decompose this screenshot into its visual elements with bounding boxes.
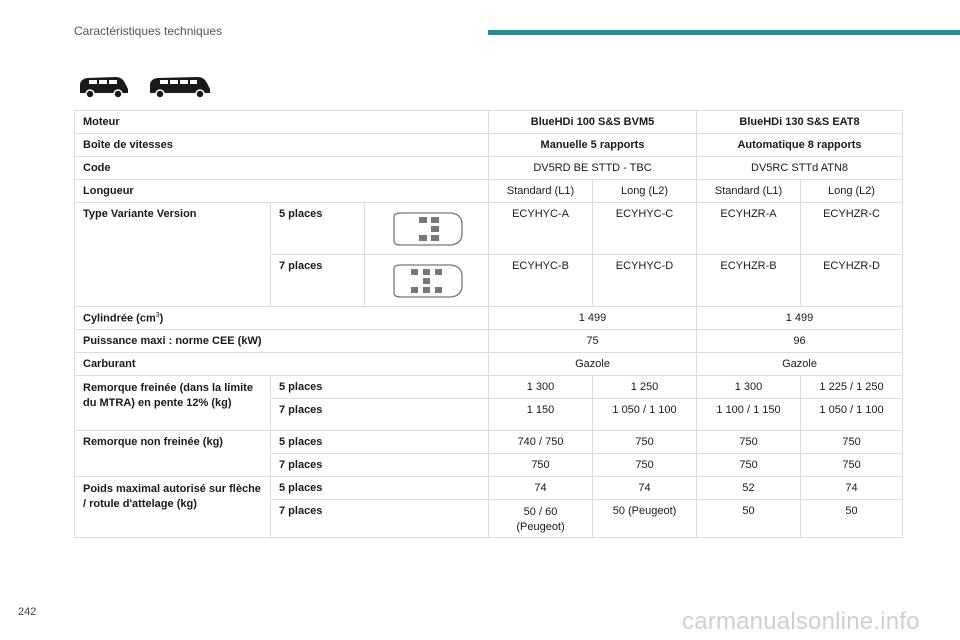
cell: 750 [801,454,903,477]
table-row [75,477,903,500]
cell: 1 050 / 1 100 [593,399,697,431]
row-label: Code [75,157,489,180]
row-label: Poids maximal autorisé sur flèche / rotule d'attelage (kg) [75,477,271,538]
cell: 50 (Peugeot) [593,500,697,538]
cell: 75 [489,330,697,353]
cell: Automatique 8 rapports [697,134,903,157]
van-l2-icon [150,77,210,98]
cell: 750 [593,454,697,477]
cell: DV5RD BE STTD - TBC [489,157,697,180]
places-label: 7 places [271,454,489,477]
cell: 750 [593,431,697,454]
cell: 1 150 [489,399,593,431]
cell: 74 [801,477,903,500]
cell: 50 / 60 (Peugeot) [489,500,593,538]
cell: 1 300 [489,376,593,399]
table-row [75,180,903,203]
places-label: 5 places [271,431,489,454]
row-label: Remorque freinée (dans la limite du MTRA) en pente 12% (kg) [75,376,271,431]
cell: Manuelle 5 rapports [489,134,697,157]
places-label: 7 places [271,500,489,538]
cell: 740 / 750 [489,431,593,454]
cell: ECYHYC-C [593,203,697,255]
row-label: Moteur [75,111,489,134]
vehicle-silhouettes [78,72,218,102]
table-row [75,307,903,330]
places-label: 5 places [271,376,489,399]
table-row [75,353,903,376]
cell: 74 [489,477,593,500]
table-row [75,376,903,399]
table-row [75,111,903,134]
section-title: Caractéristiques techniques [74,24,223,38]
row-label: Type Variante Version [75,203,271,307]
table-row [75,330,903,353]
cell: Long (L2) [801,180,903,203]
cell: 50 [697,500,801,538]
spec-table [74,110,903,538]
cell: 1 100 / 1 150 [697,399,801,431]
table-row [75,134,903,157]
cell: DV5RC STTd ATN8 [697,157,903,180]
cell: ECYHYC-A [489,203,593,255]
row-label: Boîte de vitesses [75,134,489,157]
cell: 74 [593,477,697,500]
cell: ECYHYC-B [489,255,593,307]
cell: 750 [697,431,801,454]
cell: 1 499 [489,307,697,330]
cell: Gazole [697,353,903,376]
watermark-text: carmanualsonline.info [682,608,920,635]
row-label: Remorque non freinée (kg) [75,431,271,477]
cell: 750 [489,454,593,477]
van-l1-icon [80,77,128,98]
cell: ECYHZR-B [697,255,801,307]
row-label: Longueur [75,180,489,203]
seating-7-icon [365,255,489,307]
table-row [75,157,903,180]
page-number: 242 [18,606,37,618]
places-label: 5 places [271,203,365,255]
cell: ECYHZR-A [697,203,801,255]
cell: 1 225 / 1 250 [801,376,903,399]
cell: 1 050 / 1 100 [801,399,903,431]
cell: 96 [697,330,903,353]
row-label: Carburant [75,353,489,376]
row-label: Cylindrée $(cm^3)$ [75,307,489,330]
cell: 1 250 [593,376,697,399]
cell: BlueHDi 130 S&S EAT8 [697,111,903,134]
cell: 750 [697,454,801,477]
cell: ECYHYC-D [593,255,697,307]
cell: Gazole [489,353,697,376]
places-label: 7 places [271,399,489,431]
cell: ECYHZR-C [801,203,903,255]
seating-5-icon [365,203,489,255]
places-label: 5 places [271,477,489,500]
cell: 750 [801,431,903,454]
cell: 1 499 [697,307,903,330]
cell: BlueHDi 100 S&S BVM5 [489,111,697,134]
cell: Standard (L1) [697,180,801,203]
places-label: 7 places [271,255,365,307]
cell: 50 [801,500,903,538]
cell: Standard (L1) [489,180,593,203]
cell: 1 300 [697,376,801,399]
row-label: Puissance maxi : norme CEE (kW) [75,330,489,353]
table-row [75,203,903,255]
header-accent-bar [488,30,960,35]
table-row [75,431,903,454]
cell: ECYHZR-D [801,255,903,307]
cell: 52 [697,477,801,500]
cell: Long (L2) [593,180,697,203]
